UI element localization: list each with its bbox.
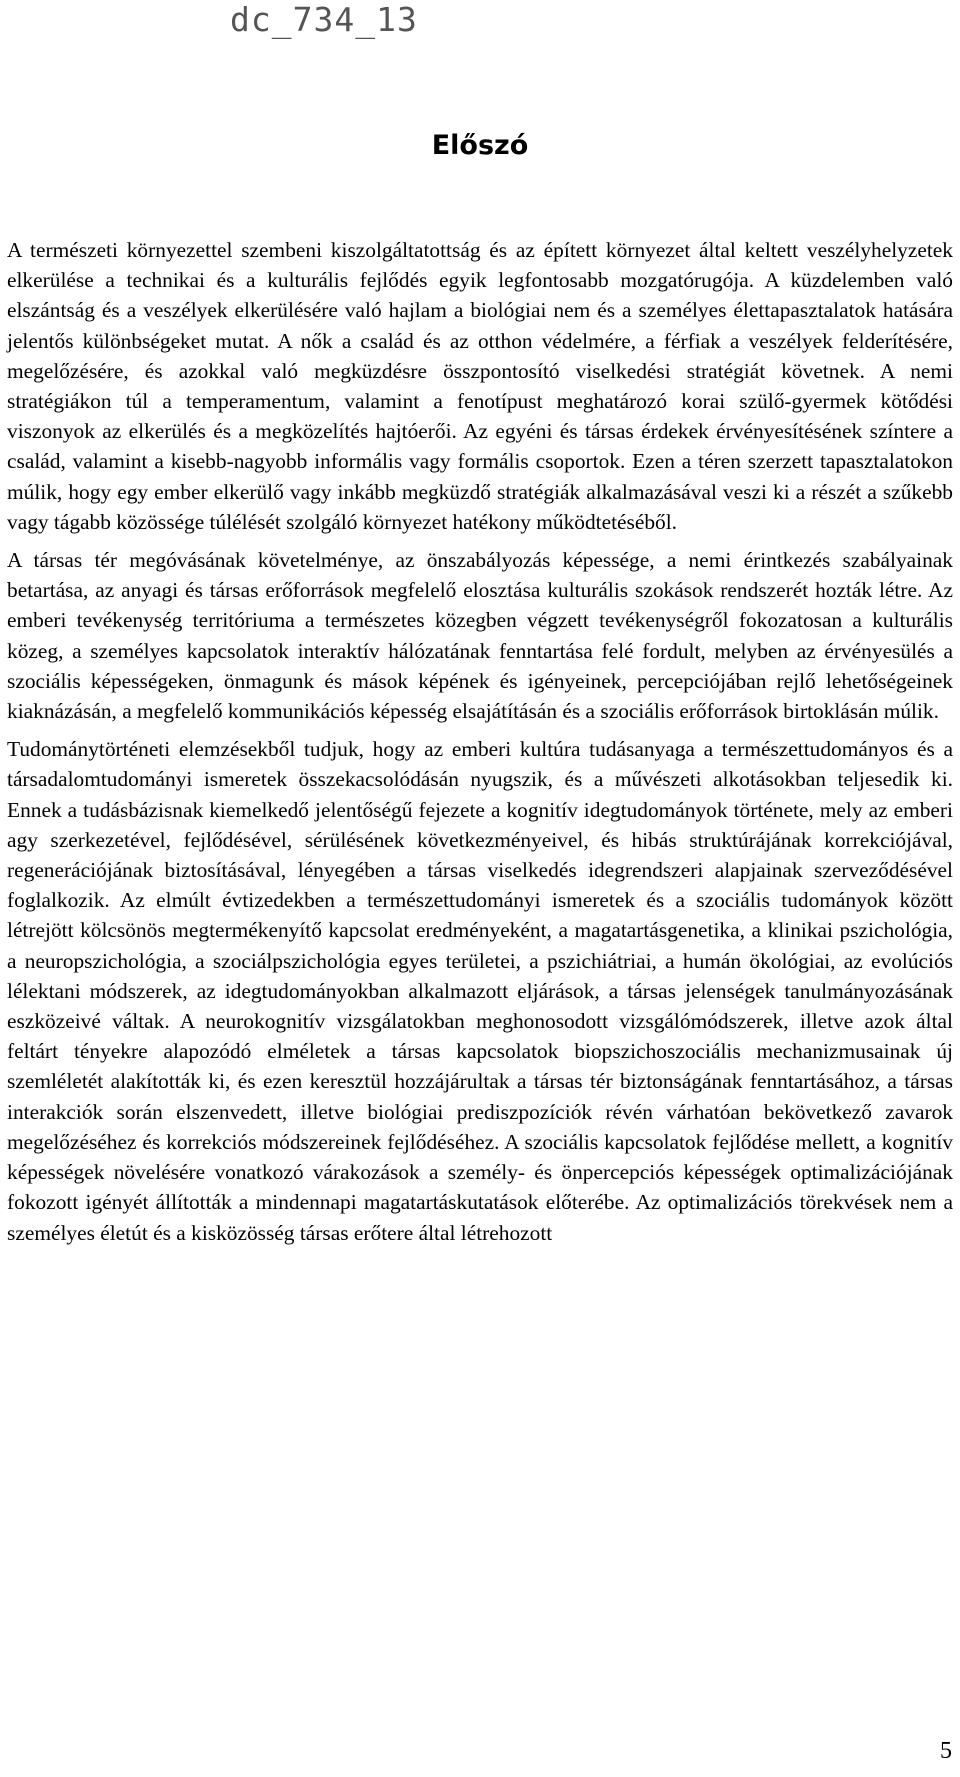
document-id-header: dc_734_13 — [230, 0, 418, 39]
page-title: Előszó — [431, 130, 529, 161]
paragraph-1: A természeti környezettel szembeni kiszolgáltatottság és az épített környezet által keltett veszélyhelyzetek elkerülése a technikai és a kulturális fejlődés egyik legfontosabb mozgatórugója. A küzdelemben való elszántság és a veszélyek elkerülésére való hajlam a biológiai nem és a személyes élettapasztalatok hatására jelentős különbségeket mutat. A nők a család és az otthon védelmére, a férfiak a veszélyek felderítésére, megelőzésére, és azokkal való megküzdésre összpontosító viselkedési stratégiát követnek. A nemi stratégiákon túl a temperamentum, valamint a fenotípust meghatározó korai szülő-gyermek kötődési viszonyok az elkerülés és a megközelítés hajtóerői. Az egyéni és társas érdekek érvényesítésének színtere a család, valamint a kisebb-nagyobb informális vagy formális csoportok. Ezen a téren szerzett tapasztalatokon múlik, hogy egy ember elkerülő vagy inkább megküzdő stratégiák alkalmazásával veszi ki a részét a szűkebb vagy tágabb közössége túlélését szolgáló környezet hatékony működtetéséből. — [7, 238, 953, 534]
paragraph-2: A társas tér megóvásának követelménye, az önszabályozás képessége, a nemi érintkezés szabályainak betartása, az anyagi és társas erőforrások megfelelő elosztása kulturális szokások rendszerét hozták létre. Az emberi tevékenység territóriuma a természetes közegben végzett tevékenységről fokozatosan a kulturális közeg, a személyes kapcsolatok interaktív hálózatának fenntartása felé fordult, melyben az érvényesülés a szociális képességeken, önmagunk és mások képének és igényeinek, percepciójában rejlő lehetőségeinek kiaknázásán, a megfelelő kommunikációs képesség elsajátításán és a szociális erőforrások birtoklásán múlik. — [7, 548, 953, 724]
document-body — [7, 235, 953, 1256]
page-number: 5 — [940, 1738, 952, 1764]
paragraph-3: Tudománytörténeti elemzésekből tudjuk, hogy az emberi kultúra tudásanyaga a természettudományos és a társadalomtudományi ismeretek összekacsolódásán nyugszik, és a művészeti alkotásokban teljesedik ki. Ennek a tudásbázisnak kiemelkedő jelentőségű fejezete a kognitív idegtudományok története, mely az emberi agy szerkezetével, fejlődésével, sérülésének következményeivel, és hibás struktúrájának korrekciójával, regenerációjának biztosításával, lényegében a társas viselkedés idegrendszeri alapjainak szerveződésével foglalkozik. Az elmúlt évtizedekben a természettudományi ismeretek és a szociális tudományok között létrejött kölcsönös megtermékenyítő kapcsolat eredményeként, a magatartásgenetika, a klinikai pszichológia, a neuropszichológia, a szociálpszichológia egyes területei, a pszichiátriai, a humán ökológiai, az evolúciós lélektani módszerek, az idegtudományokban alkalmazott eljárások, a társas jelenségek tanulmányozásának eszközeivé váltak. A neurokognitív vizsgálatokban meghonosodott vizsgálómódszerek, illetve azok által feltárt tényekre alapozódó elméletek a társas kapcsolatok biopszichoszociális mechanizmusainak új szemléletét alakították ki, és ezen keresztül hozzájárultak a társas tér biztonságának fenntartásához, a társas interakciók során elszenvedett, illetve biológiai prediszpozíciók révén várhatóan bekövetkező zavarok megelőzéséhez és korrekciós módszereinek fejlődéséhez. A szociális kapcsolatok fejlődése mellett, a kognitív képességek növelésére vonatkozó várakozások a személy- és önpercepciós képességek optimalizációjának fokozott igényét állították a mindennapi magatartáskutatások előterébe. Az optimalizációs törekvések nem a személyes életút és a kisközösség társas erőtere által létrehozott — [7, 737, 953, 1245]
